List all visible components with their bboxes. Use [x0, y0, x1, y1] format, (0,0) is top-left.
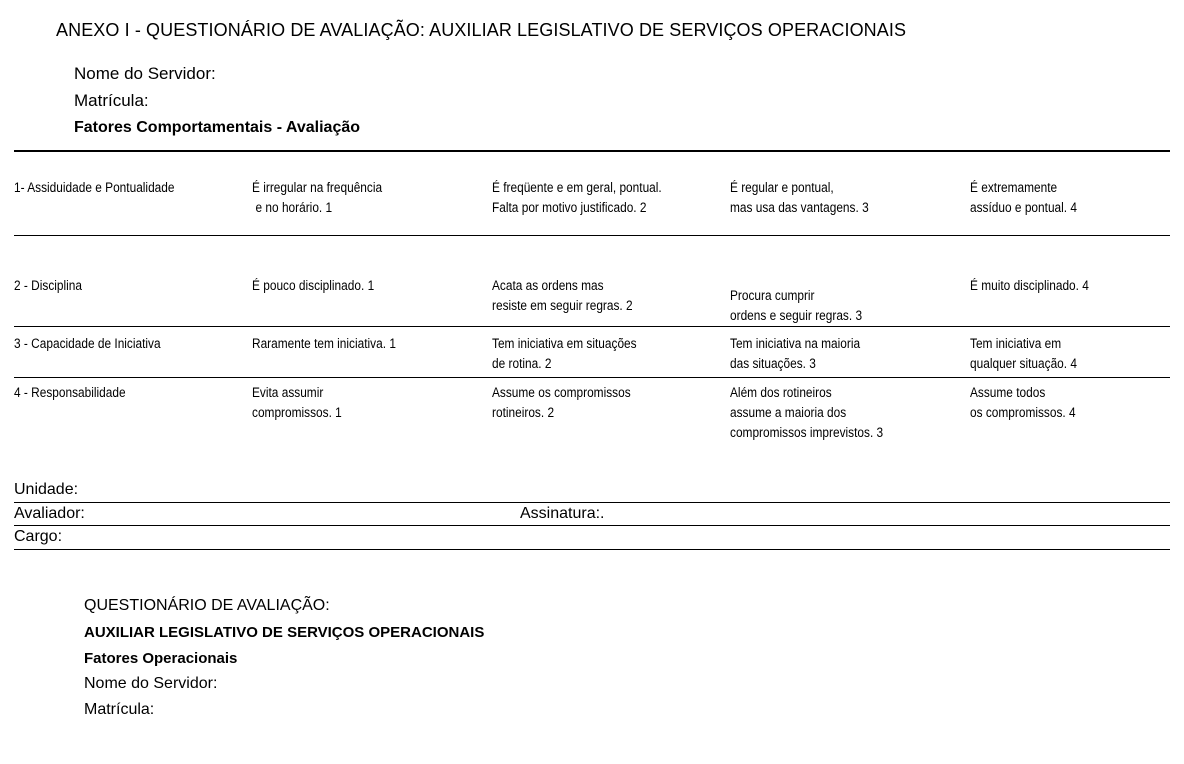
- second-section-title: QUESTIONÁRIO DE AVALIAÇÃO:: [84, 597, 330, 614]
- factor-4-level-1: Evita assumir compromissos. 1: [252, 385, 342, 420]
- factor-1-level-3: É regular e pontual, mas usa das vantagens. 3: [730, 180, 869, 215]
- factor-1-name: 1- Assiduidade e Pontualidade: [14, 180, 175, 195]
- factor-3-level-1: Raramente tem iniciativa. 1: [252, 336, 396, 351]
- document-title: ANEXO I - QUESTIONÁRIO DE AVALIAÇÃO: AUXILIAR LEGISLATIVO DE SERVIÇOS OPERACIONAIS: [56, 20, 907, 40]
- factor-2-level-2: Acata as ordens mas resiste em seguir regras. 2: [492, 278, 633, 313]
- evaluator-line: [14, 525, 1170, 526]
- factor-4-name: 4 - Responsabilidade: [14, 385, 126, 400]
- unit-label: Unidade:: [14, 481, 79, 498]
- factor-2-level-4: É muito disciplinado. 4: [970, 278, 1089, 293]
- position-label: Cargo:: [14, 528, 63, 545]
- factor-2-level-3: Procura cumprir ordens e seguir regras. 3: [730, 288, 863, 323]
- factor-3-level-4: Tem iniciativa em qualquer situação. 4: [970, 336, 1078, 371]
- factor-4-level-4: Assume todos os compromissos. 4: [970, 385, 1076, 420]
- factor-3-level-3: Tem iniciativa na maioria das situações. 3: [730, 336, 861, 371]
- factor-1-level-4: É extremamente assíduo e pontual. 4: [970, 180, 1078, 215]
- row-divider: [14, 326, 1170, 327]
- row-divider: [14, 235, 1170, 236]
- registration-label: Matrícula:: [74, 91, 149, 110]
- signature-label: Assinatura:.: [520, 505, 605, 522]
- section-title: Fatores Comportamentais - Avaliação: [74, 119, 361, 136]
- factor-3-name: 3 - Capacidade de Iniciativa: [14, 336, 161, 351]
- factor-2-level-1: É pouco disciplinado. 1: [252, 278, 375, 293]
- second-section-registration-label: Matrícula:: [84, 701, 155, 718]
- position-line: [14, 549, 1170, 550]
- unit-line: [14, 502, 1170, 503]
- row-divider: [14, 377, 1170, 378]
- factor-1-level-1: É irregular na frequência e no horário. 1: [252, 180, 383, 215]
- factor-4-level-2: Assume os compromissos rotineiros. 2: [492, 385, 631, 420]
- factor-3-level-2: Tem iniciativa em situações de rotina. 2: [492, 336, 637, 371]
- second-section-factors-title: Fatores Operacionais: [84, 650, 238, 667]
- second-section-subtitle: AUXILIAR LEGISLATIVO DE SERVIÇOS OPERACIONAIS: [84, 624, 485, 641]
- factor-2-name: 2 - Disciplina: [14, 278, 83, 293]
- header-rule: [14, 150, 1170, 152]
- factor-4-level-3: Além dos rotineiros assume a maioria dos compromissos imprevistos. 3: [730, 385, 884, 440]
- evaluator-label: Avaliador:: [14, 505, 85, 522]
- factor-1-level-2: É freqüente e em geral, pontual. Falta por motivo justificado. 2: [492, 180, 662, 215]
- server-name-label: Nome do Servidor:: [74, 64, 216, 83]
- second-section-name-label: Nome do Servidor:: [84, 675, 218, 692]
